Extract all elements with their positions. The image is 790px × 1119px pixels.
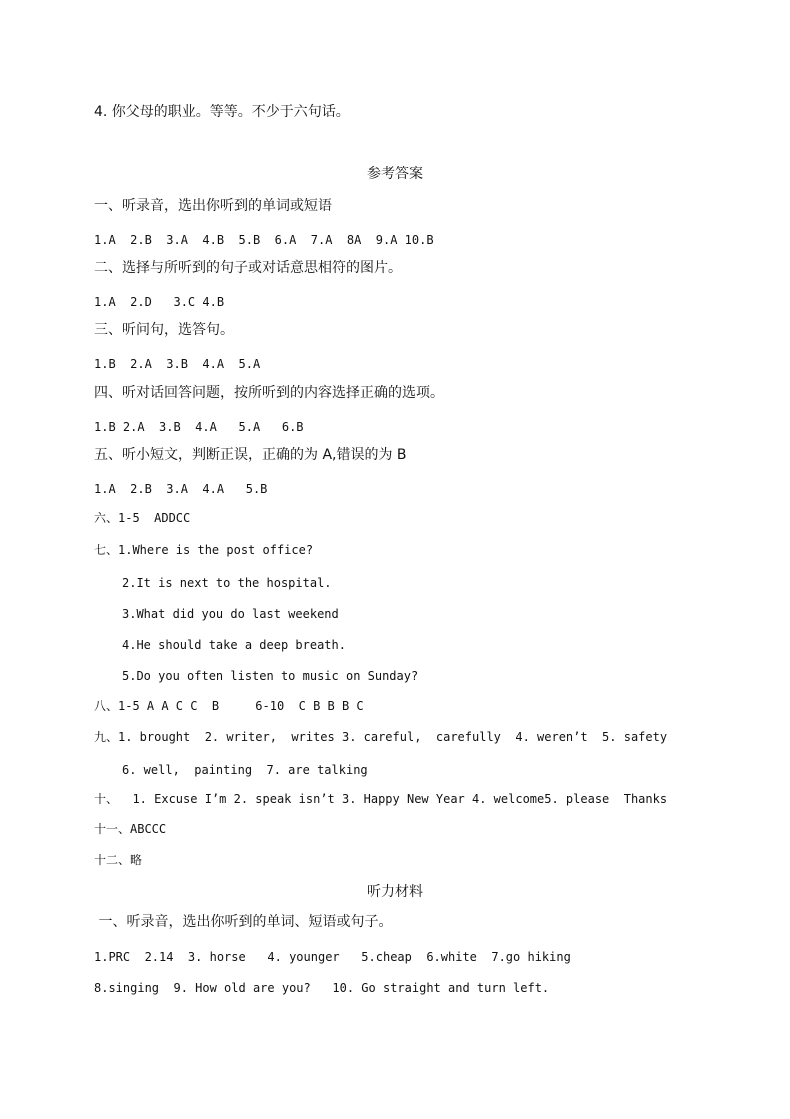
section-5-heading: 五、听小短文，判断正误，正确的为 A,错误的为 B bbox=[94, 447, 407, 463]
section-7-line-5: 5.Do you often listen to music on Sunday? bbox=[122, 669, 419, 683]
section-7-line-3: 3.What did you do last weekend bbox=[122, 607, 339, 621]
section-4-heading: 四、听对话回答问题，按所听到的内容选择正确的选项。 bbox=[94, 385, 444, 401]
section-10-line: 十、 1. Excuse I’m 2. speak isn’t 3. Happy New Year 4. welcome5. please Thanks bbox=[94, 792, 668, 806]
section-7-line-1: 七、1.Where is the post office? bbox=[94, 543, 314, 557]
section-3-answers: 1.B 2.A 3.B 4.A 5.A bbox=[94, 357, 261, 371]
section-2-answers: 1.A 2.D 3.C 4.B bbox=[94, 295, 225, 309]
section-4-answers: 1.B 2.A 3.B 4.A 5.A 6.B bbox=[94, 420, 304, 434]
section-5-answers: 1.A 2.B 3.A 4.A 5.B bbox=[94, 482, 268, 496]
section-1-answers: 1.A 2.B 3.A 4.B 5.B 6.A 7.A 8A 9.A 10.B bbox=[94, 233, 434, 247]
section-2-heading: 二、选择与所听到的句子或对话意思相符的图片。 bbox=[94, 260, 402, 276]
section-9-line-1: 九、1. brought 2. writer, writes 3. careful, carefully 4. weren’t 5. safety bbox=[94, 730, 668, 744]
section-12-line: 十二、略 bbox=[94, 853, 143, 867]
section-8-line: 八、1-5 A A C C B 6-10 C B B B C bbox=[94, 699, 364, 713]
section-1-heading: 一、听录音，选出你听到的单词或短语 bbox=[94, 198, 332, 214]
section-7-line-2: 2.It is next to the hospital. bbox=[122, 576, 332, 590]
section-7-line-4: 4.He should take a deep breath. bbox=[122, 638, 346, 652]
answers-title: 参考答案 bbox=[367, 166, 423, 182]
section-11-line: 十一、ABCCC bbox=[94, 822, 167, 836]
section-6-line: 六、1-5 ADDCC bbox=[94, 511, 191, 525]
listening-section-1-heading: 一、听录音，选出你听到的单词、短语或句子。 bbox=[94, 914, 393, 930]
listening-title: 听力材料 bbox=[367, 884, 423, 900]
listening-line-1: 1.PRC 2.14 3. horse 4. younger 5.cheap 6.white 7.go hiking bbox=[94, 950, 571, 964]
section-9-line-2: 6. well, painting 7. are talking bbox=[122, 763, 368, 777]
intro-item-4: 4. 你父母的职业。等等。不少于六句话。 bbox=[94, 104, 350, 120]
section-3-heading: 三、听问句，选答句。 bbox=[94, 322, 234, 338]
listening-line-2: 8.singing 9. How old are you? 10. Go straight and turn left. bbox=[94, 981, 550, 995]
